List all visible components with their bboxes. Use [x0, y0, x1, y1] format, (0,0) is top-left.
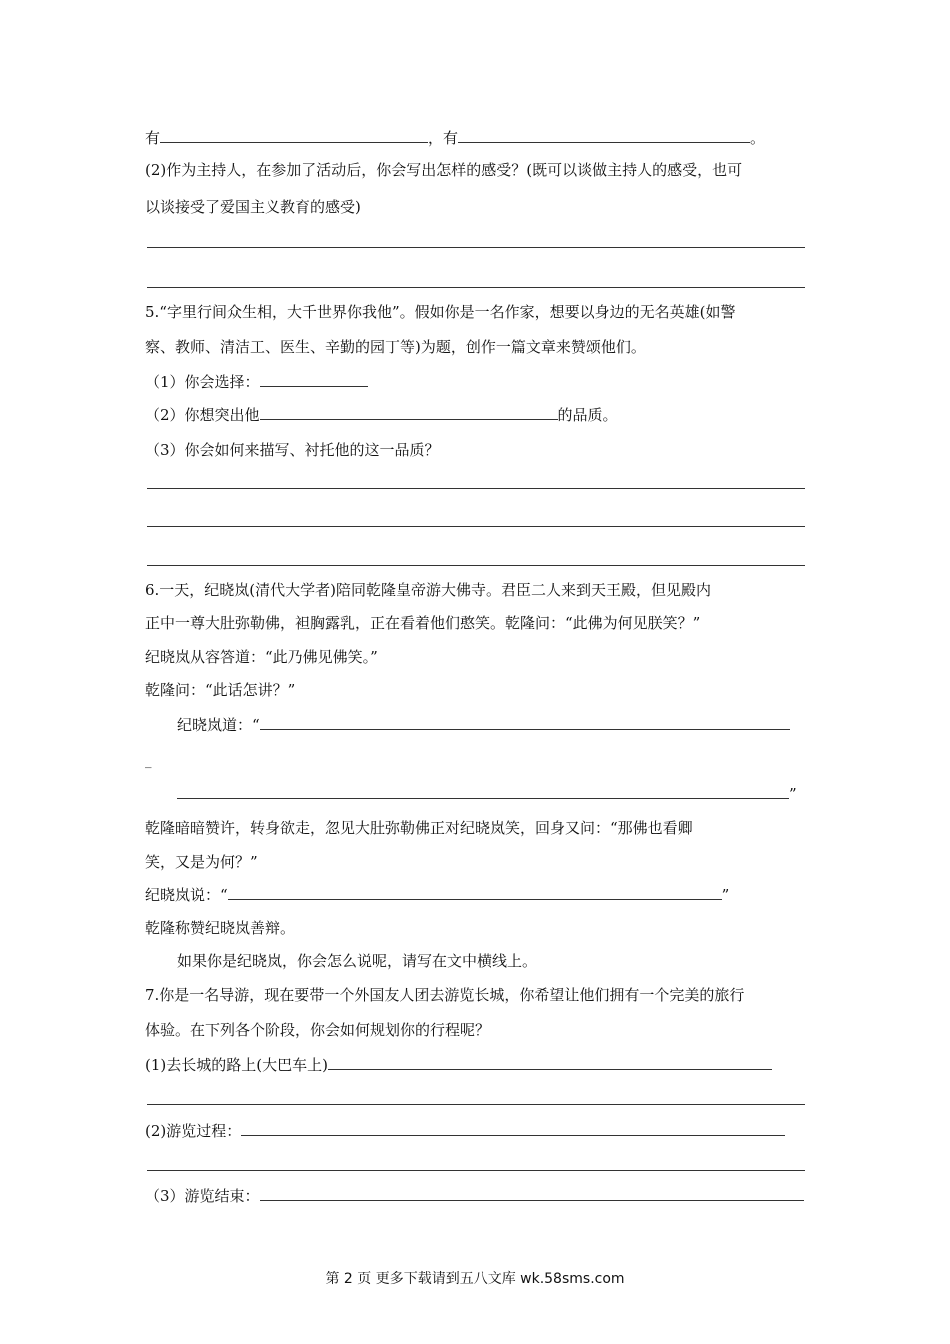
q4-part2-line1: (2)作为主持人，在参加了活动后，你会写出怎样的感受？(既可以谈做主持人的感受，也可 — [145, 161, 743, 179]
q6-line7: 笑，又是为何？” — [145, 853, 258, 871]
answer-blank[interactable] — [160, 128, 428, 143]
answer-blank[interactable] — [260, 405, 558, 420]
q7-sub1-label: (1)去长城的路上(大巴车上) — [145, 1056, 328, 1074]
q6-line8-suffix: ” — [721, 886, 730, 904]
q6-dash: _ — [145, 754, 152, 769]
q6-line10: 如果你是纪晓岚，你会怎么说呢，请写在文中横线上。 — [177, 952, 538, 970]
q6-line8 — [145, 885, 729, 905]
q6-line1: 6.一天，纪晓岚(清代大学者)陪同乾隆皇帝游大佛寺。君臣二人来到天王殿，但见殿内 — [145, 581, 712, 599]
q4-middle: ，有 — [428, 129, 459, 147]
answer-line[interactable] — [147, 526, 805, 527]
answer-line[interactable] — [147, 565, 805, 566]
page-footer: 第 2 页 更多下载请到五八文库 wk.58sms.com — [325, 1271, 625, 1287]
answer-line[interactable] — [147, 1104, 805, 1105]
q5-stem-line2: 察、教师、清洁工、医生、辛勤的园丁等)为题，创作一篇文章来赞颂他们。 — [145, 338, 646, 356]
q5-stem-line1: 5.“字里行间众生相，大千世界你我他”。假如你是一名作家，想要以身边的无名英雄(如警 — [145, 303, 736, 321]
q5-sub2-prefix: （2）你想突出他 — [145, 406, 260, 424]
answer-blank[interactable] — [177, 784, 789, 799]
q5-sub3: （3）你会如何来描写、衬托他的这一品质？ — [145, 441, 440, 459]
q6-answer-continuation — [177, 784, 797, 804]
answer-line[interactable] — [147, 247, 805, 248]
answer-line[interactable] — [147, 287, 805, 288]
q7-sub3-label: （3）游览结束： — [145, 1187, 260, 1205]
q7-sub2 — [145, 1121, 785, 1141]
q7-sub3 — [145, 1186, 804, 1206]
q6-line8-prefix: 纪晓岚说：“ — [145, 886, 228, 904]
answer-blank[interactable] — [241, 1121, 785, 1136]
q6-line9: 乾隆称赞纪晓岚善辩。 — [145, 919, 296, 937]
q5-sub1 — [145, 372, 368, 392]
q5-sub1-label: （1）你会选择： — [145, 373, 260, 391]
q6-close-quote: ” — [789, 785, 797, 803]
answer-line[interactable] — [147, 1170, 805, 1171]
answer-blank[interactable] — [328, 1055, 772, 1070]
q7-sub2-label: (2)游览过程： — [145, 1122, 242, 1140]
q6-line4: 乾隆问：“此话怎讲？” — [145, 681, 296, 699]
q7-stem-line1: 7.你是一名导游，现在要带一个外国友人团去游览长城，你希望让他们拥有一个完美的旅行 — [145, 986, 745, 1004]
answer-blank[interactable] — [458, 128, 750, 143]
answer-blank[interactable] — [260, 715, 790, 730]
q6-line2: 正中一尊大肚弥勒佛，袒胸露乳，正在看着他们憨笑。乾隆问：“此佛为何见朕笑？” — [145, 614, 701, 632]
q4-prefix: 有 — [145, 129, 161, 147]
q4-end: 。 — [750, 129, 766, 147]
answer-blank[interactable] — [260, 1186, 804, 1201]
answer-line[interactable] — [147, 488, 805, 489]
q4-fill-line — [145, 128, 765, 148]
q6-line3: 纪晓岚从容答道：“此乃佛见佛笑。” — [145, 648, 378, 666]
q7-stem-line2: 体验。在下列各个阶段，你会如何规划你的行程呢？ — [145, 1021, 491, 1039]
q5-sub2 — [145, 405, 618, 425]
q7-sub1 — [145, 1055, 772, 1075]
q6-line6: 乾隆暗暗赞许，转身欲走，忽见大肚弥勒佛正对纪晓岚笑，回身又问：“那佛也看卿 — [145, 819, 693, 837]
q6-line5 — [177, 715, 790, 735]
answer-blank[interactable] — [260, 372, 368, 387]
q4-part2-line2: 以谈接受了爱国主义教育的感受) — [145, 198, 361, 216]
answer-blank[interactable] — [228, 885, 722, 900]
q5-sub2-suffix: 的品质。 — [557, 406, 618, 424]
q6-line5-prefix: 纪晓岚道：“ — [177, 716, 260, 734]
